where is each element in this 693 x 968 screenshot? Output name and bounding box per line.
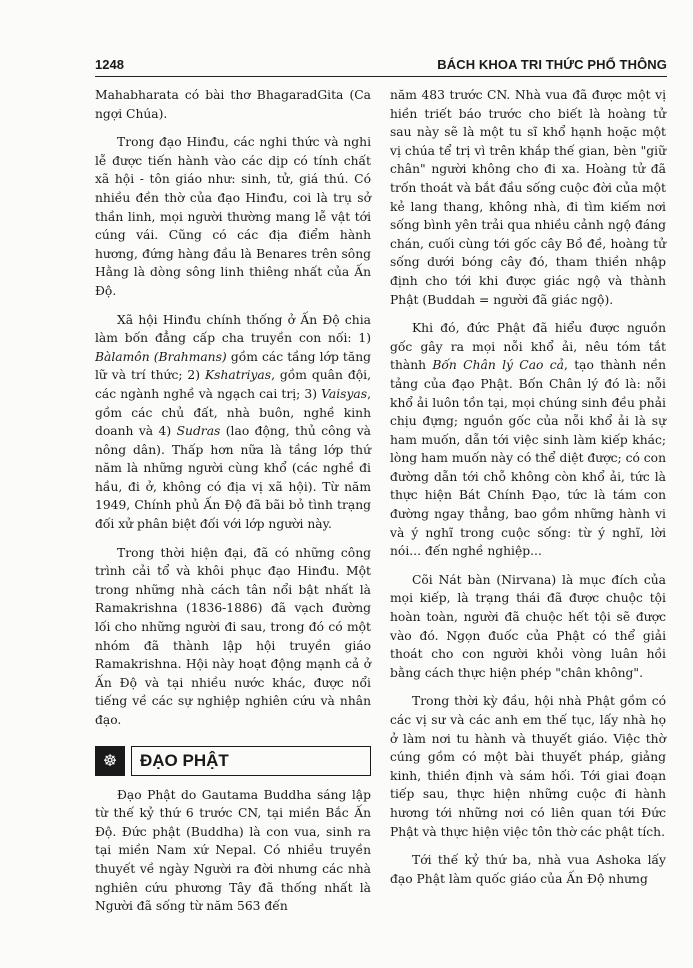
page-number: 1248 (95, 57, 124, 72)
paragraph-castes: Xã hội Hinđu chính thống ở Ấn Độ chia làm bốn đẳng cấp cha truyền con nối: 1) Bàlamôn (Brahmans) gồm các tầng lớp tăng lữ và trí thức; 2) Kshatriyas, gồm quân đội, các ngành nghề và ngạch cai trị; 3) Vaisyas, gồm các chủ đất, nhà buôn, nghề kinh doanh và 4) Sudras (lao động, thủ công và nông dân). Thấp hơn nữa là tầng lớp thứ năm là những người cùng khổ (các nghề đi hầu, đi ở, không có địa vị xã hội). Từ năm 1949, Chính phủ Ấn Độ đã bãi bỏ tình trạng đối xử phân biệt đối với lớp người này. (95, 312, 371, 532)
paragraph-four-truths: Khi đó, đức Phật đã hiểu được nguồn gốc gây ra mọi nỗi khổ ải, nêu tóm tắt thành Bốn Chân lý Cao cả, tạo thành nền tảng của đạo Phật. Bốn Chân lý đó là: nỗi khổ ải luôn tồn tại, mọi chúng sinh đều phải chịu đựng; nguồn gốc của nỗi khổ ải là sự ham muốn, dẫn tới việc sinh làm kiếp khác; lòng ham muốn này có thể diệt được; có con đường dẫn tới chỗ không còn khổ ải, tức là thực hiện Bát Chính Đạo, tức là tám con đường ngay thẳng, bao gồm những hành vi và ý nghĩ trong cuộc sống: từ ý nghĩ, lời nói... đến nghề nghiệp... (390, 321, 667, 559)
section-heading (95, 746, 371, 776)
buddha-emblem-icon: ☸ (95, 746, 125, 776)
paragraph: Trong đạo Hinđu, các nghi thức và nghi lễ được tiến hành vào các dịp có tính chất xã hội - tôn giáo như: sinh, tử, giá thú. Có nhiều đền thờ của đạo Hinđu, coi là trụ sở thần linh, mọi người thường mang lễ vật tới cúng vái. Cũng có các địa điểm hành hương, đứng hàng đầu là Benares trên sông Hằng là dòng sông linh thiêng nhất của Ấn Độ. (95, 135, 371, 298)
page-header (95, 52, 667, 77)
paragraph: Cõi Nát bàn (Nirvana) là mục đích của mọi kiếp, là trạng thái đã được chuộc tội hoàn toàn, người đã chuộc hết tội sẽ được vào đó. Ngọn đuốc của Phật có thể giải thoát cho con người khỏi vòng luân hồi bằng cách thực hiện phép "chân không". (390, 572, 666, 680)
paragraph: Trong thời kỳ đầu, hội nhà Phật gồm có các vị sư và các anh em thế tục, lấy nhà họ ở làm nơi tu hành và thuyết giáo. Việc thờ cúng gồm có một bài thuyết pháp, giảng kinh, thiền định và sám hối. Tới giai đoạn tiếp sau, thực hiện những cuộc đi hành hương tới những nơi có liên quan tới Đức Phật và thực hiện việc tôn thờ các phật tích. (390, 694, 666, 839)
paragraph: Tới thế kỷ thứ ba, nhà vua Ashoka lấy đạo Phật làm quốc giáo của Ấn Độ nhưng (390, 853, 666, 886)
paragraph: Mahabharata có bài thơ BhagaradGita (Ca ngợi Chúa). (95, 88, 371, 121)
paragraph: năm 483 trước CN. Nhà vua đã được một vị hiền triết báo trước cho biết là hoàng tử sau này sẽ là một tu sĩ khổ hạnh hoặc một vị chúa tể trị vì trên khắp thế gian, bèn "giữ chân" người không cho đi xa. Hoàng tử đã trốn thoát và bắt đầu sống cuộc đời của một kẻ lang thang, không nhà, đi tìm kiếm nơi sống bình yên trải qua nhiều cảnh ngộ đáng chán, cuối cùng tới gốc cây Bồ đề, hoàng tử sống dưới bóng cây đó, tham thiền nhập định cho tới khi được giác ngộ và thành Phật (Buddah = người đã giác ngộ). (390, 88, 666, 307)
left-column (95, 86, 371, 926)
running-title: BÁCH KHOA TRI THỨC PHỔ THÔNG (437, 57, 667, 72)
paragraph: Trong thời hiện đại, đã có những công trình cải tổ và khôi phục đạo Hinđu. Một trong những nhà cách tân nổi bật nhất là Ramakrishna (1836-1886) đã vạch đường lối cho những người đi sau, trong đó có một nhóm đã thành lập hội truyền giáo Ramakrishna. Hội này hoạt động mạnh cả ở Ấn Độ và tại nhiều nước khác, được nổi tiếng về các sự nghiệp nghiên cứu và nhân đạo. (95, 545, 371, 727)
paragraph: Đạo Phật do Gautama Buddha sáng lập từ thế kỷ thứ 6 trước CN, tại miền Bắc Ấn Độ. Đức phật (Buddha) là con vua, sinh ra tại miền Nam xứ Nepal. Có nhiều truyền thuyết về ngày Người ra đời nhưng các nhà nghiên cứu phương Tây đã thống nhất là Người đã sống từ năm 563 đến (95, 787, 371, 914)
right-column (390, 86, 666, 898)
section-title: ĐẠO PHẬT (131, 746, 371, 776)
